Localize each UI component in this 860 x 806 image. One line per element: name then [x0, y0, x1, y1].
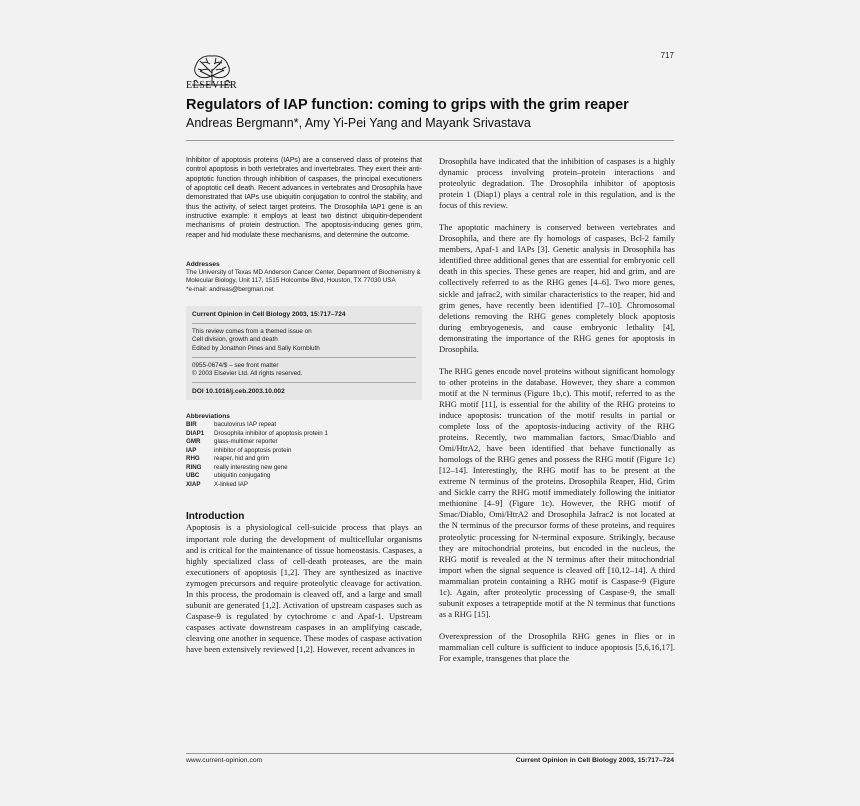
journal-info-box	[186, 306, 422, 400]
footer-website[interactable]: www.current-opinion.com	[186, 757, 263, 764]
footer-citation: Current Opinion in Cell Biology 2003, 15:717–724	[515, 757, 674, 764]
abbreviation-term: DIAP1	[186, 429, 205, 437]
abbreviation-definition: X-linked IAP	[214, 480, 249, 488]
address-line: The University of Texas MD Anderson Cancer Center, Department of Biochemistry & Molecular Biology, Unit 117, 1515 Holcombe Blvd, Houston, TX 77030 USA	[186, 269, 421, 285]
abbreviation-definition: Drosophila inhibitor of apoptosis protein 1	[214, 429, 328, 437]
body-paragraph-4: Overexpression of the Drosophila RHG genes in flies or in mammalian cell culture is sufficient to induce apoptosis [5,6,16,17]. For example, transgenes that place the	[439, 630, 675, 663]
abbreviations-heading: Abbreviations	[186, 413, 230, 421]
box-divider	[192, 357, 416, 358]
article-title: Regulators of IAP function: coming to grips with the grim reaper	[186, 97, 629, 113]
email-line: *e-mail: andreas@bergman.net	[186, 285, 274, 293]
journal-citation: Current Opinion in Cell Biology 2003, 15:717–724	[192, 310, 346, 318]
footer-divider	[186, 753, 674, 754]
left-column	[186, 156, 422, 655]
body-paragraph-3: The RHG genes encode novel proteins without significant homology to other proteins in the database. However, they share a common motif at the N terminus (Figure 1b,c). This motif, referred to as the RHG motif [11], is essential for the ability of the RHG proteins to induce apoptosis: truncation of the motif results in partial or complete loss of the apoptosis-inducing activity of the RHG proteins. Recently, two mammalian factors, Smac/Diablo and Omi/HtrA2, have been identified that behave functionally as homologs of the RHG genes and possess the RHG motif (Figure 1c) [12–14]. Interestingly, the RHG motif has to be present at the extreme N terminus of the proteins. Drosophila Reaper, Hid, Grim and Sickle carry the RHG motif immediately following the initiator methionine [4–9] (Figure 1c). However, the RHG motif of Smac/Diablo, Omi/HtrA2 and Drosophila Jafrac2 is not located at the N terminus of the precursor forms of these proteins, and requires proteolytic processing for N-terminal exposure. Strikingly, because they are mitochondrial proteins, but encoded in the nucleus, the RHG motif is revealed at the N terminus after their mitochondrial import when the signal sequence is cleaved off [10,12–14]. A third mammalian protein containing a RHG motif is Caspase-9 (Figure 1c). Again, after proteolytic processing of Caspase-9, the small subunit exposes a tetrapeptide motif at the N terminus that functions as a RHG [15].	[439, 365, 675, 619]
abbreviation-term: IAP	[186, 446, 197, 454]
box-divider	[192, 382, 416, 383]
abbreviation-term: RING	[186, 463, 202, 471]
review-note-3: Edited by Jonathon Pines and Sally Kornbluth	[192, 344, 320, 352]
introduction-text: Apoptosis is a physiological cell-suicide process that plays an important role during the development of multicellular organisms and is critical for the maintenance of tissue homeostasis. Caspases, a highly specialized class of cell-death proteases, are the main executioners of apoptosis [1,2]. They are synthesized as inactive zymogen precursors and require proteolytic cleavage for activation. In this process, the prodomain is cleaved off, and a large and small subunit are generated [1,2]. Activation of upstream caspases such as Caspase-9 is regulated by cytochrome c and Apaf-1. Upstream caspases activate downstream caspases in an amplifying cascade, cleaving one another in sequence. These modes of caspase activation have been extensively reviewed [1,2]. However, recent advances in	[186, 522, 422, 654]
abbreviation-term: GMR	[186, 438, 201, 446]
review-note-1: This review comes from a themed issue on	[192, 327, 312, 335]
abbreviation-term: UBC	[186, 472, 200, 480]
box-divider	[192, 323, 416, 324]
abbreviation-definition: baculovirus IAP repeat	[214, 421, 277, 429]
abbreviation-definition: inhibitor of apoptosis protein	[214, 446, 292, 454]
abbreviation-definition: reaper, hid and grim	[214, 455, 270, 463]
abbreviation-term: XIAP	[186, 480, 201, 488]
right-column	[439, 156, 675, 664]
issn: 0955-0674/$ – see front matter	[192, 361, 279, 369]
review-note-2: Cell division, growth and death	[192, 336, 278, 344]
introduction-heading: Introduction	[186, 511, 245, 523]
page-number: 717	[660, 51, 674, 60]
copyright: © 2003 Elsevier Ltd. All rights reserved.	[192, 370, 303, 378]
abbreviations-list	[186, 421, 422, 489]
abbreviation-definition: ubiquitin conjugating	[214, 472, 271, 480]
publisher-name: ELSEVIER	[186, 80, 238, 91]
abbreviation-term: RHG	[186, 455, 200, 463]
abbreviation-definition: glass-multimer reporter	[214, 438, 278, 446]
article-authors: Andreas Bergmann*, Amy Yi-Pei Yang and Mayank Srivastava	[186, 116, 531, 130]
abbreviation-term: BIR	[186, 421, 197, 429]
addresses-heading: Addresses	[186, 261, 220, 269]
header-divider	[186, 140, 674, 141]
doi[interactable]: DOI 10.1016/j.ceb.2003.10.002	[192, 388, 285, 396]
abstract: Inhibitor of apoptosis proteins (IAPs) are a conserved class of proteins that control apoptosis in both vertebrates and invertebrates. They exert their anti-apoptotic function through inhibition of caspases, the principal executioners of apoptotic cell death. Recent advances in vertebrates and Drosophila have demonstrated that IAPs use ubiquitin conjugation to control the stability, and thus the activity, of select target proteins. The Drosophila IAP1 gene is an instructive example: it employs at least two distinct ubiquitin-dependent mechanisms of protein destruction. The apoptosis-inducing genes grim, reaper and hid modulate these mechanisms, and determine the outcome.	[186, 157, 422, 239]
abbreviation-definition: really interesting new gene	[214, 463, 288, 471]
body-paragraph-2: The apoptotic machinery is conserved between vertebrates and Drosophila, and there are fly homologs of caspases, Bcl-2 family members, Apaf-1 and IAPs [3]. Genetic analysis in Drosophila has identified three additional genes that are essential for embryonic cell death in this species. These genes are reaper, hid and grim, and are collectively referred to as the RHG genes [4–6]. Two more genes, sickle and jafrac2, with similar characteristics to the reaper, hid and grim genes, have recently been identified [7–10]. Chromosomal deletions removing the RHG genes completely block apoptosis during embryogenesis, and cause embryonic lethality [4], demonstrating the importance of the RHG genes for apoptosis in Drosophila.	[439, 222, 675, 354]
body-paragraph-1: Drosophila have indicated that the inhibition of caspases is a highly dynamic process involving protein–protein interactions and proteolytic degradation. The Drosophila inhibitor of apoptosis protein 1 (Diap1) plays a central role in this regulation, and is the focus of this review.	[439, 156, 675, 211]
